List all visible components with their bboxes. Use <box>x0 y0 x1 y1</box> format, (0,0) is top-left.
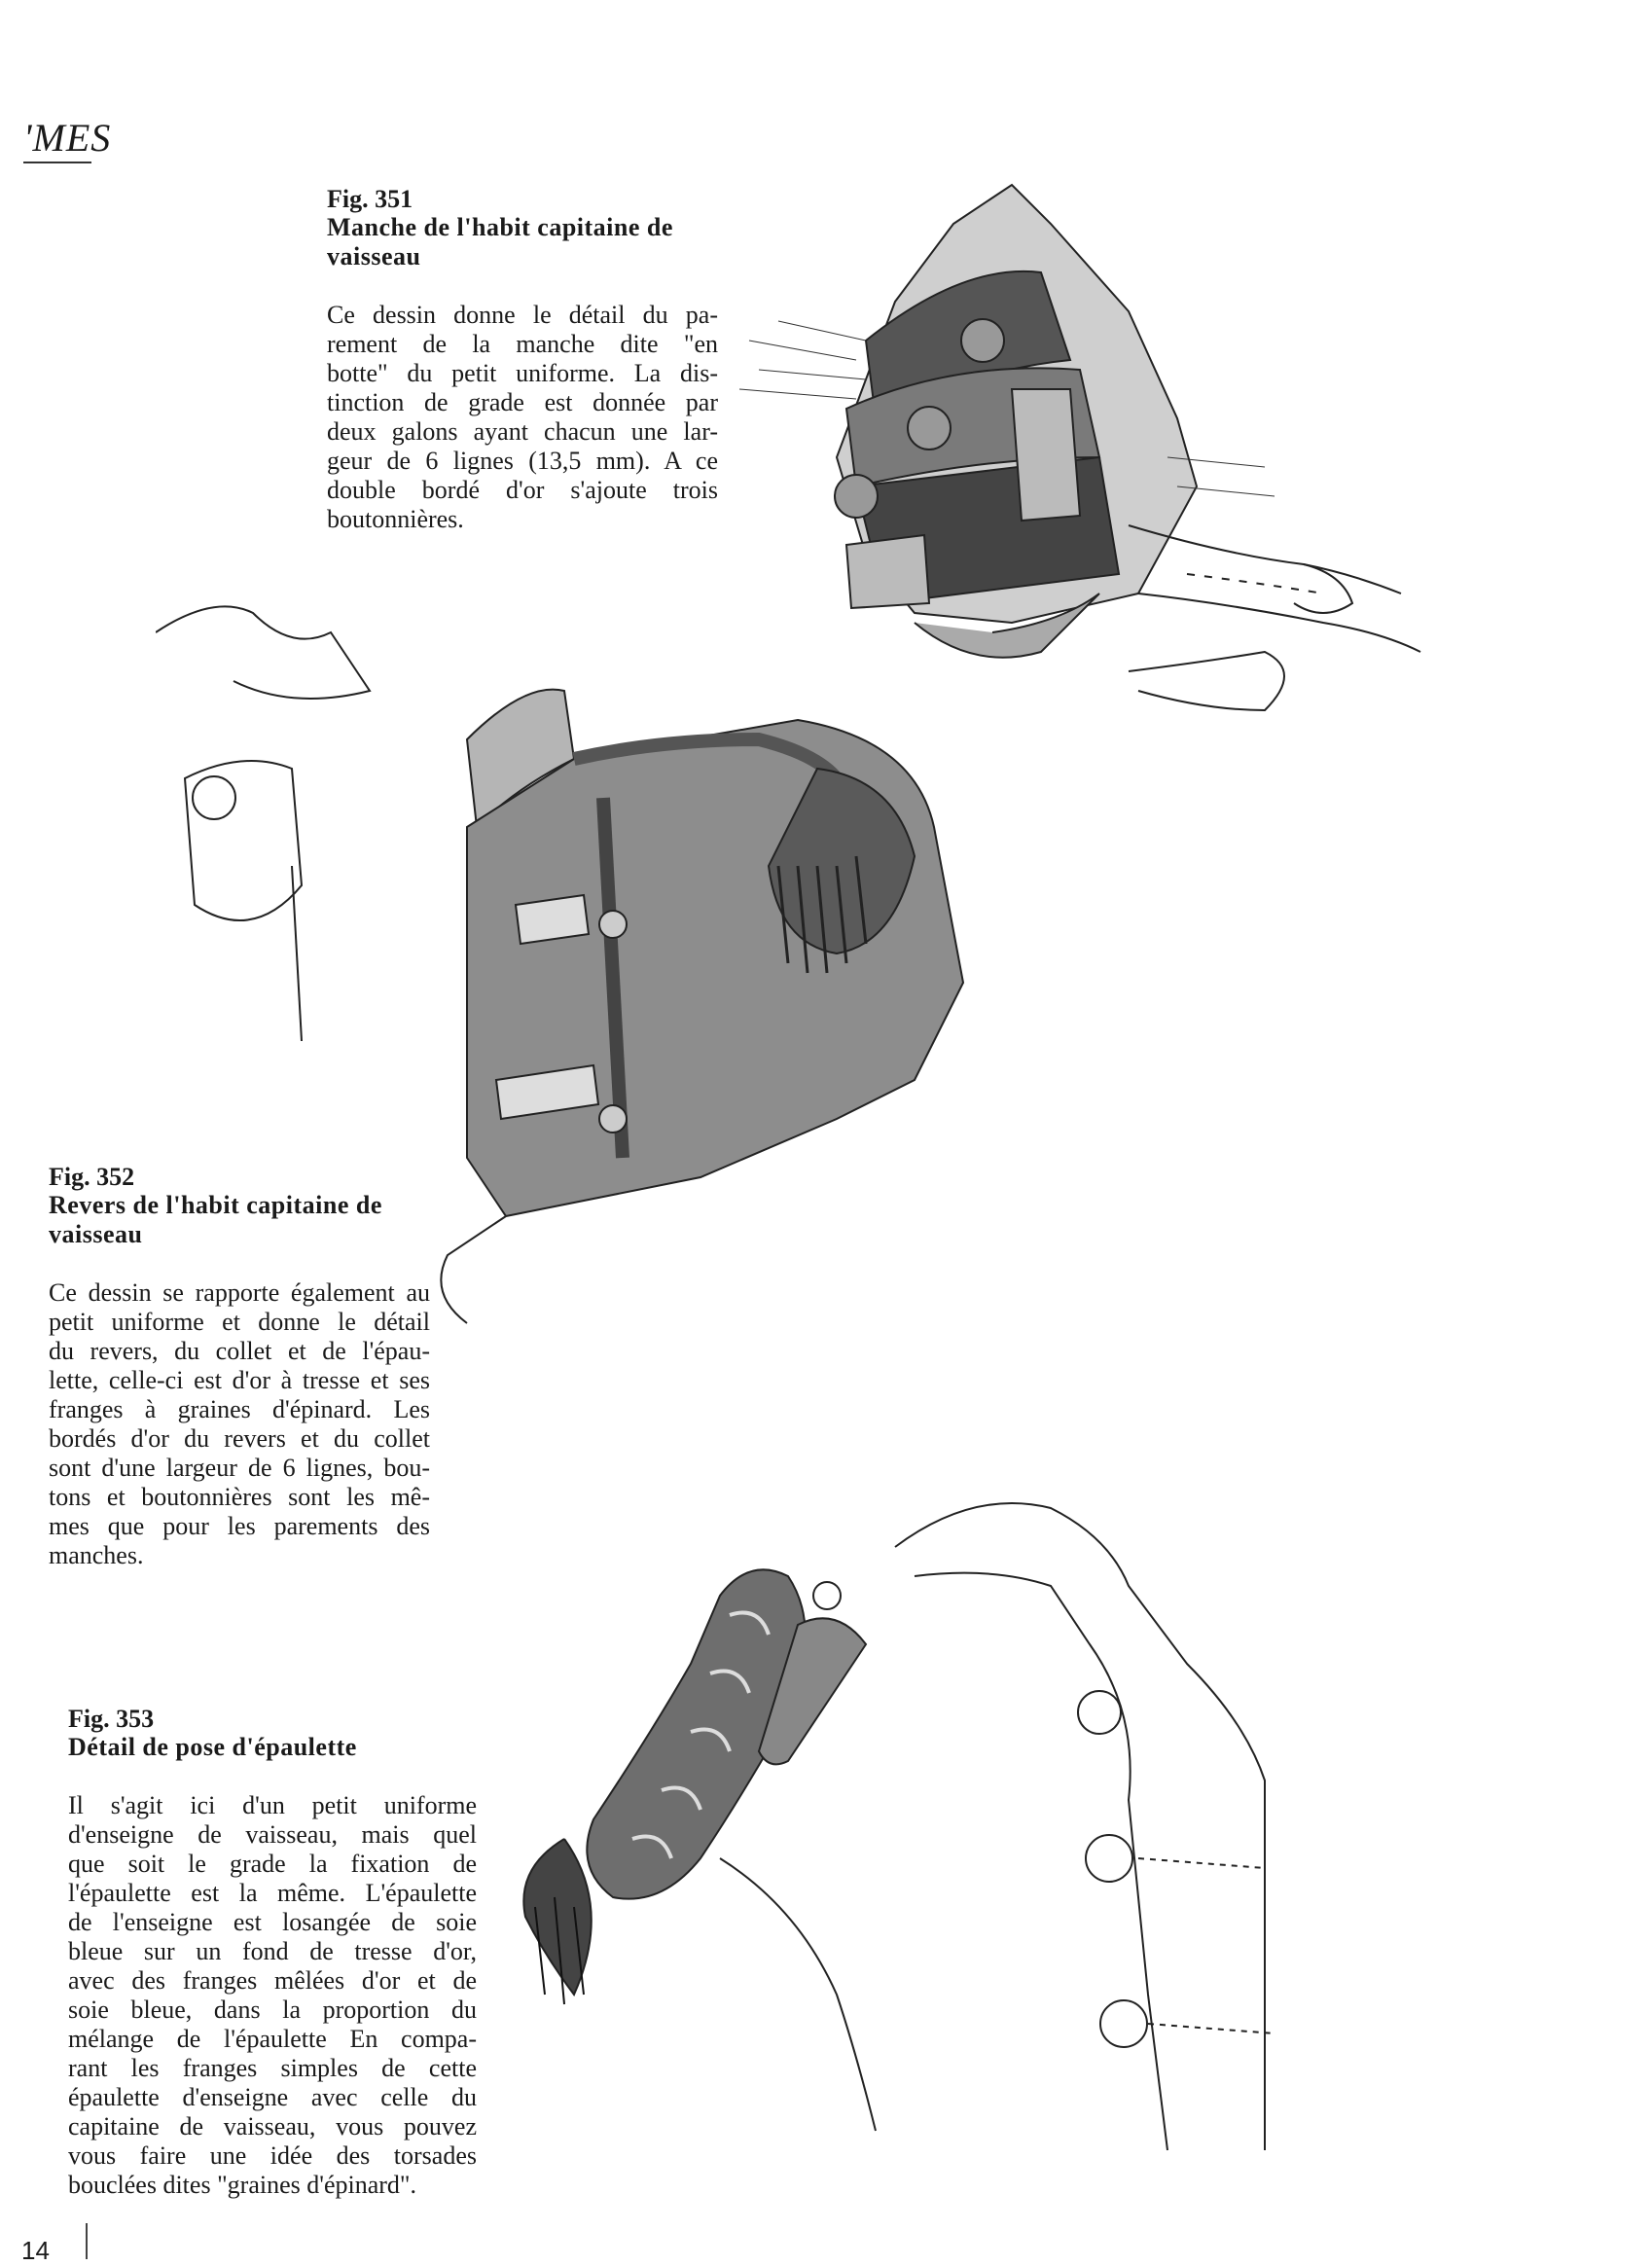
figure-title <box>68 1733 477 1762</box>
text-line: boutonnières. <box>327 505 464 533</box>
text-line: petit uniforme et donne le détail <box>49 1308 430 1336</box>
text-line: avec des franges mêlées d'or et de <box>68 1966 477 1995</box>
figure-title-line: vaisseau <box>49 1220 143 1248</box>
figure-351-caption <box>327 185 718 534</box>
text-line: que soit le grade la fixation de <box>68 1850 477 1878</box>
text-line: d'enseigne de vaisseau, mais quel <box>68 1820 477 1849</box>
text-line: capitaine de vaisseau, vous pouvez <box>68 2112 477 2140</box>
figure-title-line: Revers de l'habit capitaine de <box>49 1191 382 1219</box>
text-line: botte" du petit uniforme. La dis- <box>327 359 718 387</box>
text-line: mes que pour les parements des <box>49 1512 430 1540</box>
text-line: lette, celle-ci est d'or à tresse et ses <box>49 1366 430 1394</box>
text-line: soie bleue, dans la proportion du <box>68 1996 477 2024</box>
text-line: deux galons ayant chacun une lar- <box>327 417 718 446</box>
text-line: Ce dessin donne le détail du pa- <box>327 301 718 329</box>
text-line: bordés d'or du revers et du collet <box>49 1424 430 1453</box>
figure-title-line: Détail de pose d'épaulette <box>68 1733 357 1761</box>
text-line: double bordé d'or s'ajoute trois <box>327 476 718 504</box>
figure-number: Fig. 353 <box>68 1705 155 1733</box>
text-line: sont d'une largeur de 6 lignes, bou- <box>49 1454 430 1482</box>
text-line: bleue sur un fond de tresse d'or, <box>68 1937 477 1965</box>
epaulette-pose-illustration <box>506 1450 1382 2170</box>
header-rule <box>23 162 91 163</box>
text-line: Il s'agit ici d'un petit uniforme <box>68 1791 477 1819</box>
text-line: mélange de l'épaulette En compa- <box>68 2025 477 2053</box>
figure-description <box>49 1278 430 1570</box>
figure-title-line: vaisseau <box>327 242 421 270</box>
figure-353-caption <box>68 1705 477 2200</box>
text-line: franges à graines d'épinard. Les <box>49 1395 430 1423</box>
page-number-rule <box>86 2223 88 2259</box>
figure-description <box>327 301 718 534</box>
text-line: l'épaulette est la même. L'épaulette <box>68 1879 477 1907</box>
text-line: Ce dessin se rapporte également au <box>49 1278 430 1307</box>
text-line: bouclées dites "graines d'épinard". <box>68 2171 417 2199</box>
text-line: du revers, du collet et de l'épau- <box>49 1337 430 1365</box>
page-number: 14 <box>21 2236 50 2265</box>
text-line: tinction de grade est donnée par <box>327 388 718 416</box>
text-line: rant les franges simples de cette <box>68 2054 477 2082</box>
figure-352-caption <box>49 1163 430 1570</box>
figure-description <box>68 1791 477 2200</box>
text-line: de l'enseigne est losangée de soie <box>68 1908 477 1936</box>
figure-number: Fig. 351 <box>327 185 413 213</box>
text-line: vous faire une idée des torsades <box>68 2141 477 2170</box>
text-line: épaulette d'enseigne avec celle du <box>68 2083 477 2111</box>
figure-title <box>49 1191 430 1249</box>
running-title: 'MES <box>23 116 112 160</box>
text-line: rement de la manche dite "en <box>327 330 718 358</box>
text-line: geur de 6 lignes (13,5 mm). A ce <box>327 447 718 475</box>
text-line: manches. <box>49 1541 144 1569</box>
figure-number: Fig. 352 <box>49 1163 135 1191</box>
figure-title <box>327 213 718 271</box>
figure-title-line: Manche de l'habit capitaine de <box>327 213 673 241</box>
text-line: tons et boutonnières sont les mê- <box>49 1483 430 1511</box>
